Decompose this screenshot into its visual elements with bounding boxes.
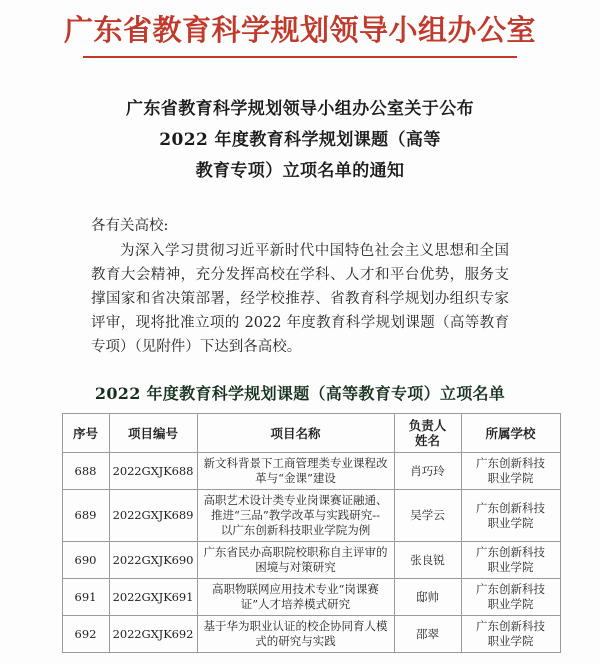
school-name-line: 职业学院: [487, 634, 534, 649]
project-name-line: 广东省民办高职院校职称自主评审的: [203, 545, 388, 560]
cell-sequence: 692: [62, 616, 109, 653]
school-name-line: 广东创新科技: [476, 545, 545, 560]
table-header: [62, 414, 560, 453]
project-name-line: 推进“三品”教学改革与实践研究--: [210, 508, 381, 523]
project-name-line: 高职艺术设计类专业岗课赛证融通、: [203, 493, 388, 508]
project-name-line: 革与“金课”建设: [255, 471, 336, 486]
column-header-leader-name: [394, 414, 461, 453]
column-header-school: 所属学校: [461, 414, 560, 453]
school-name-line: 职业学院: [487, 597, 534, 612]
salutation: 各有关高校:: [91, 218, 169, 235]
cell-school: [461, 542, 560, 579]
column-header-sequence: 序号: [62, 414, 109, 453]
cell-leader-name: 吴学云: [394, 490, 461, 542]
cell-leader-name: 邸帅: [394, 579, 461, 616]
project-name-line: 新文科背景下工商管理类专业课程改: [203, 456, 388, 471]
cell-project-name: [197, 579, 394, 616]
document-title-line-1: 广东省教育科学规划领导小组办公室关于公布: [126, 99, 474, 120]
cell-project-name: [197, 453, 394, 490]
column-header-leader-line-1: 负责人: [408, 418, 447, 434]
cell-leader-name: 邵翠: [394, 616, 461, 653]
masthead: [0, 0, 600, 58]
project-name-line: 以广东创新科技职业学院为例: [220, 523, 371, 538]
table-row: [62, 579, 560, 616]
cell-project-code: 2022GXJK688: [109, 453, 197, 490]
table-body: [62, 453, 560, 653]
cell-school: [461, 453, 560, 490]
project-name-line: 高职物联网应用技术专业“岗课赛: [212, 582, 379, 597]
school-name-line: 广东创新科技: [476, 582, 545, 597]
cell-sequence: 690: [62, 542, 109, 579]
cell-project-name: [197, 542, 394, 579]
project-name-line: 式的研究与实践: [255, 634, 336, 649]
cell-project-name: [197, 490, 394, 542]
table-header-row: [62, 414, 560, 453]
cell-sequence: 689: [62, 490, 109, 542]
document-title: [0, 94, 600, 187]
body-paragraph: 为深入学习贯彻习近平新时代中国特色社会主义思想和全国教育大会精神，充分发挥高校在学科、人才和平台优势，服务支撑国家和省决策部署，经学校推荐、省教育科学规划办组织专家评审，现将批准立项的 2022 年度教育科学规划课题（高等教育专项）（见附件）下达到各高校。: [91, 243, 509, 356]
column-header-project-code: 项目编号: [109, 414, 197, 453]
cell-sequence: 688: [62, 453, 109, 490]
table-row: [62, 616, 560, 653]
project-name-line: 困境与对策研究: [255, 560, 336, 575]
project-name-line: 基于华为职业认证的校企协同育人模: [203, 619, 388, 634]
document-title-line-2: 2022 年度教育科学规划课题（高等: [159, 130, 441, 151]
table-row: [62, 542, 560, 579]
school-name-line: 职业学院: [487, 560, 534, 575]
cell-leader-name: 张良锐: [394, 542, 461, 579]
listing-table-container: [62, 413, 545, 653]
cell-project-code: 2022GXJK690: [109, 542, 197, 579]
school-name-line: 广东创新科技: [476, 500, 545, 515]
cell-project-name: [197, 616, 394, 653]
document-body: [91, 214, 509, 359]
school-name-line: 职业学院: [487, 515, 534, 530]
cell-school: [461, 490, 560, 542]
cell-school: [461, 579, 560, 616]
masthead-divider: [83, 56, 517, 58]
project-name-line: 证”人才培养模式研究: [240, 597, 351, 612]
school-name-line: 广东创新科技: [476, 619, 545, 634]
masthead-title: 广东省教育科学规划领导小组办公室: [63, 13, 536, 47]
table-row: [62, 453, 560, 490]
column-header-leader-line-2: 姓名: [414, 433, 440, 449]
column-header-project-name: 项目名称: [197, 414, 394, 453]
cell-project-code: 2022GXJK689: [109, 490, 197, 542]
school-name-line: 广东创新科技: [476, 456, 545, 471]
cell-project-code: 2022GXJK691: [109, 579, 197, 616]
cell-project-code: 2022GXJK692: [109, 616, 197, 653]
cell-leader-name: 肖巧玲: [394, 453, 461, 490]
project-listing-table: [62, 413, 561, 653]
school-name-line: 职业学院: [487, 471, 534, 486]
table-row: [62, 490, 560, 542]
section-heading: 2022 年度教育科学规划课题（高等教育专项）立项名单: [94, 384, 506, 404]
cell-school: [461, 616, 560, 653]
document-title-line-3: 教育专项）立项名单的通知: [195, 161, 405, 182]
cell-sequence: 691: [62, 579, 109, 616]
